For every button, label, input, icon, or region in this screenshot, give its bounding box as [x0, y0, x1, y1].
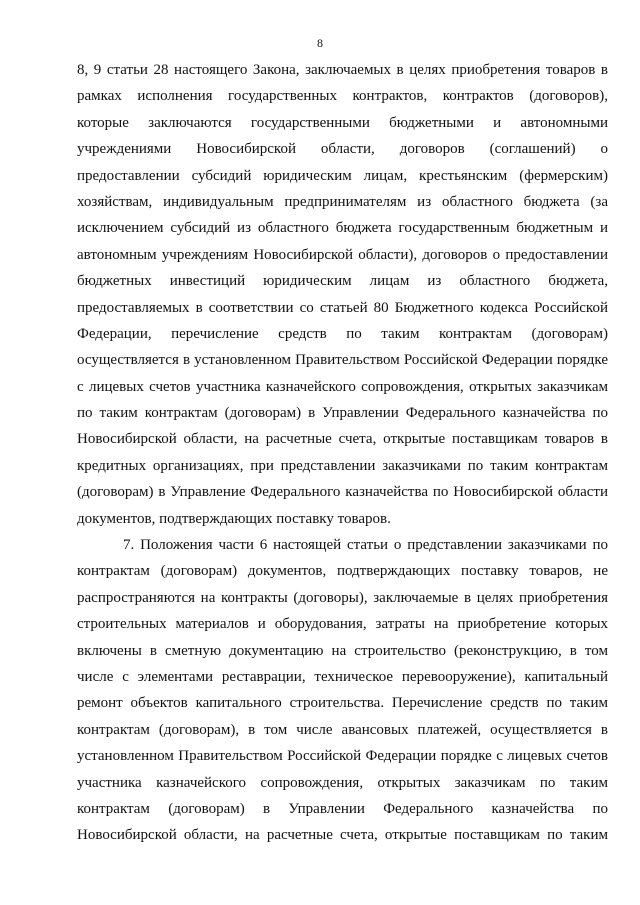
- page-number: 8: [317, 36, 323, 50]
- text-line: ремонт объектов капитального строительства. Перечисление средств по таким: [77, 695, 608, 712]
- text-line: Новосибирской области, на расчетные счета, открытые поставщикам по таким: [77, 827, 608, 844]
- text-line: Федерации, перечисление средств по таким контрактам (договорам): [77, 325, 608, 342]
- paragraph-part-7: [77, 532, 608, 849]
- text-line: распространяются на контракты (договоры), заключаемые в целях приобретения: [77, 589, 608, 606]
- text-line: 8, 9 статьи 28 настоящего Закона, заключаемых в целях приобретения товаров в: [77, 62, 608, 78]
- text-line: контрактам (договорам) документов, подтверждающих поставку товаров, не: [77, 563, 608, 580]
- text-line: участника казначейского сопровождения, открытых заказчикам по таким: [77, 774, 608, 791]
- text-line: числе с элементами реставрации, техническое перевооружение), капитальный: [77, 668, 608, 685]
- text-line: осуществляется в установленном Правительством Российской Федерации порядке: [77, 352, 608, 369]
- text-line: по таким контрактам (договорам) в Управлении Федерального казначейства по: [77, 405, 608, 422]
- text-line: включены в сметную документацию на строительство (реконструкцию, в том: [77, 642, 608, 659]
- text-line: предоставляемых в соответствии со статьей 80 Бюджетного кодекса Российской: [77, 299, 608, 316]
- text-line: Новосибирской области, на расчетные счета, открытые поставщикам товаров в: [77, 431, 608, 448]
- text-line: кредитных организациях, при представлении заказчиками по таким контрактам: [77, 457, 608, 474]
- text-line: автономным учреждениям Новосибирской области), договоров о предоставлении: [77, 246, 608, 263]
- paragraph-part-6-continuation: [77, 57, 608, 532]
- text-line: учреждениями Новосибирской области, договоров (соглашений) о: [77, 141, 608, 158]
- text-line: контрактам (договорам), в том числе авансовых платежей, осуществляется в: [77, 721, 608, 738]
- text-line: бюджетных инвестиций юридическим лицам из областного бюджета,: [77, 273, 608, 290]
- text-line: установленном Правительством Российской Федерации порядке с лицевых счетов: [77, 748, 608, 765]
- text-line: с лицевых счетов участника казначейского сопровождения, открытых заказчикам: [77, 378, 608, 395]
- text-line: (договорам) в Управление Федерального казначейства по Новосибирской области: [77, 484, 608, 501]
- text-line: хозяйствам, индивидуальным предпринимателям из областного бюджета (за: [77, 193, 608, 210]
- text-line: строительных материалов и оборудования, затраты на приобретение которых: [77, 616, 608, 633]
- text-line: 7. Положения части 6 настоящей статьи о представлении заказчиками по: [123, 537, 608, 554]
- text-line: предоставлении субсидий юридическим лицам, крестьянским (фермерским): [77, 167, 608, 184]
- text-line: которые заключаются государственными бюджетными и автономными: [77, 114, 608, 131]
- text-line: контрактам (договорам) в Управлении Федерального казначейства по: [77, 800, 608, 817]
- document-body: [77, 57, 608, 849]
- text-line: исключением субсидий из областного бюджета государственным бюджетным и: [77, 220, 608, 237]
- text-line: документов, подтверждающих поставку товаров.: [77, 510, 391, 527]
- text-line: рамках исполнения государственных контрактов, контрактов (договоров),: [77, 88, 608, 105]
